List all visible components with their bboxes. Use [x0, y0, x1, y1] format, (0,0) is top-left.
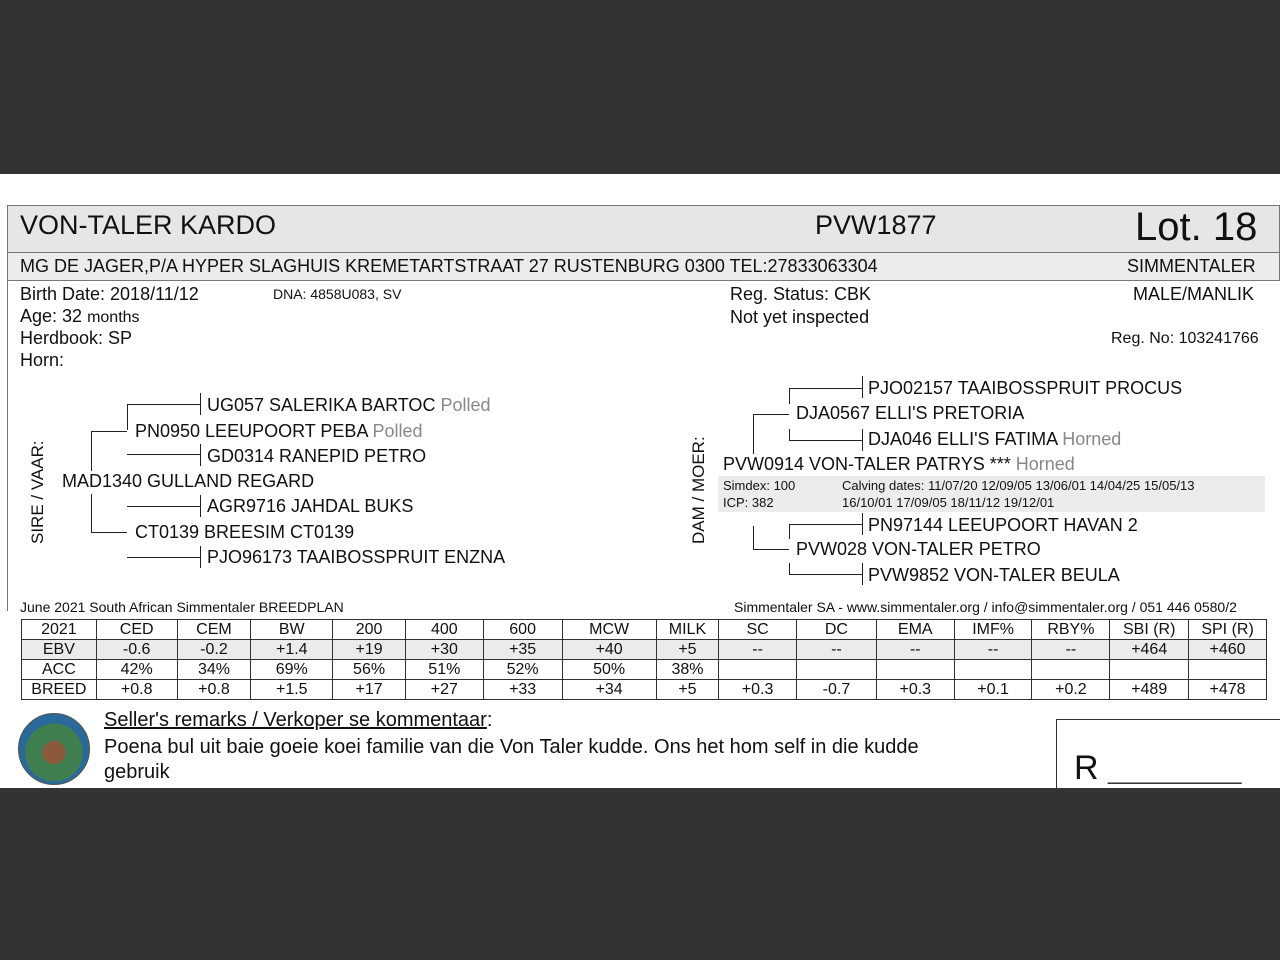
pedigree-line	[753, 414, 789, 415]
pedigree-line	[789, 388, 790, 404]
calving-dates: Calving dates: 11/07/20 12/09/05 13/06/01 14/04/25 15/05/13	[842, 478, 1195, 493]
ebv-cell: 69%	[251, 660, 333, 680]
pedigree-line	[789, 574, 862, 575]
dam-sire: DJA0567 ELLI'S PRETORIA	[796, 403, 1025, 423]
ebv-header-cell: BW	[251, 620, 333, 640]
ebv-cell: -0.7	[797, 680, 877, 700]
pedigree-line	[753, 414, 754, 454]
pedigree-line	[789, 388, 862, 389]
ebv-cell: +0.1	[954, 680, 1032, 700]
ebv-cell: +478	[1189, 680, 1267, 700]
ebv-row	[22, 680, 1267, 700]
pedigree-line	[91, 431, 92, 471]
ebv-cell: +35	[483, 640, 562, 660]
ebv-cell: 52%	[483, 660, 562, 680]
pedigree-line	[91, 494, 92, 533]
breedplan-contact: Simmentaler SA - www.simmentaler.org / info@simmentaler.org / 051 446 0580/2	[734, 599, 1237, 615]
dam: PVW0914 VON-TALER PATRYS *** Horned	[723, 454, 1075, 474]
ebv-cell: 42%	[96, 660, 177, 680]
dam-label: DAM / MOER:	[689, 436, 708, 544]
ebv-header-cell: 2021	[22, 620, 97, 640]
left-border	[7, 281, 8, 611]
pedigree-line	[200, 393, 201, 415]
ebv-header-cell: 200	[333, 620, 406, 640]
lot-number: Lot. 18	[1135, 205, 1258, 249]
ebv-header-cell: MILK	[656, 620, 718, 640]
ebv-header-cell: EMA	[876, 620, 954, 640]
ebv-cell	[1110, 660, 1189, 680]
ebv-cell: +0.3	[876, 680, 954, 700]
ebv-cell: EBV	[22, 640, 97, 660]
pedigree-line	[862, 513, 863, 535]
pedigree-line	[200, 546, 201, 568]
ebv-cell: +0.2	[1032, 680, 1110, 700]
ebv-cell: +0.8	[96, 680, 177, 700]
ebv-cell: --	[719, 640, 797, 660]
ebv-cell: ACC	[22, 660, 97, 680]
sire-sire: PN0950 LEEUPOORT PEBA Polled	[135, 421, 423, 441]
simdex: Simdex: 100	[723, 478, 796, 493]
remarks-title: Seller's remarks / Verkoper se kommentaar:	[104, 709, 493, 731]
dna-info: DNA: 4858U083, SV	[273, 286, 402, 302]
ebv-row	[22, 640, 1267, 660]
dam-dam: PVW028 VON-TALER PETRO	[796, 539, 1041, 559]
ebv-cell: +27	[405, 680, 483, 700]
pedigree-line	[862, 376, 863, 398]
ebv-header-row	[22, 620, 1267, 640]
ebv-cell	[1189, 660, 1267, 680]
ebv-header-cell: 600	[483, 620, 562, 640]
pedigree-line	[753, 526, 754, 550]
sire-dam-sire: AGR9716 JAHDAL BUKS	[207, 496, 414, 516]
ebv-cell	[797, 660, 877, 680]
pedigree-line	[127, 404, 200, 405]
ebv-header-cell: IMF%	[954, 620, 1032, 640]
ebv-cell	[876, 660, 954, 680]
sex: MALE/MANLIK	[1133, 284, 1255, 304]
ebv-table	[21, 619, 1267, 700]
ebv-cell: +464	[1110, 640, 1189, 660]
ebv-header-cell: DC	[797, 620, 877, 640]
ebv-header-cell: SC	[719, 620, 797, 640]
remarks-line-2: gebruik	[104, 761, 170, 783]
ebv-cell: +5	[656, 640, 718, 660]
ebv-cell: +40	[562, 640, 656, 660]
sire-label: SIRE / VAAR:	[28, 440, 47, 544]
ebv-header-cell: SPI (R)	[1189, 620, 1267, 640]
ebv-cell: +0.8	[177, 680, 251, 700]
ebv-cell: BREED	[22, 680, 97, 700]
sire: MAD1340 GULLAND REGARD	[62, 471, 315, 491]
breed-label: SIMMENTALER	[1127, 256, 1256, 276]
ebv-cell	[719, 660, 797, 680]
dam-dam-sire: PN97144 LEEUPOORT HAVAN 2	[868, 515, 1138, 535]
pedigree-line	[127, 404, 128, 430]
ebv-cell: 50%	[562, 660, 656, 680]
sire-sire-dam: GD0314 RANEPID PETRO	[207, 446, 427, 466]
dam-sire-sire: PJO02157 TAAIBOSSPRUIT PROCUS	[868, 378, 1183, 398]
pedigree-line	[753, 549, 789, 550]
ebv-cell: 34%	[177, 660, 251, 680]
pedigree-line	[200, 495, 201, 517]
ebv-cell: +17	[333, 680, 406, 700]
price-input-line[interactable]: __________	[1108, 758, 1242, 785]
sire-dam: CT0139 BREESIM CT0139	[135, 522, 355, 542]
pedigree-line	[789, 440, 862, 441]
ebv-header-cell: 400	[405, 620, 483, 640]
ebv-header-cell: MCW	[562, 620, 656, 640]
ebv-cell: +5	[656, 680, 718, 700]
lot-card	[0, 174, 1280, 788]
ebv-cell: +19	[333, 640, 406, 660]
pedigree-line	[862, 563, 863, 585]
ebv-cell: --	[876, 640, 954, 660]
ebv-header-cell: CEM	[177, 620, 251, 640]
ebv-cell: +30	[405, 640, 483, 660]
icp: ICP: 382	[723, 495, 774, 510]
price-prefix: R	[1074, 749, 1099, 787]
horn: Horn:	[20, 350, 65, 370]
sire-sire-sire: UG057 SALERIKA BARTOC Polled	[207, 395, 491, 415]
ebv-cell: +33	[483, 680, 562, 700]
remarks-line-1: Poena bul uit baie goeie koei familie van die Von Taler kudde. Ons het hom self in die kudde	[104, 736, 919, 758]
inspection-status: Not yet inspected	[730, 307, 870, 327]
ebv-cell: +489	[1110, 680, 1189, 700]
ebv-cell: +1.5	[251, 680, 333, 700]
breedplan-title: June 2021 South African Simmentaler BREEDPLAN	[20, 599, 344, 615]
ebv-cell: 38%	[656, 660, 718, 680]
calving-dates-cont: 16/10/01 17/09/05 18/11/12 19/12/01	[842, 495, 1055, 510]
pedigree-line	[789, 429, 790, 440]
ebv-cell: --	[1032, 640, 1110, 660]
animal-id: PVW1877	[815, 210, 937, 240]
pedigree-line	[127, 454, 200, 455]
ebv-header-cell: RBY%	[1032, 620, 1110, 640]
pedigree-line	[789, 524, 790, 539]
herdbook: Herdbook: SP	[20, 328, 133, 348]
birth-date: Birth Date: 2018/11/12	[20, 284, 199, 304]
ebv-cell: +0.3	[719, 680, 797, 700]
pedigree-line	[127, 557, 200, 558]
ebv-cell: 51%	[405, 660, 483, 680]
pedigree-line	[91, 532, 127, 533]
dam-dam-dam: PVW9852 VON-TALER BEULA	[868, 565, 1120, 585]
ebv-cell: 56%	[333, 660, 406, 680]
pedigree-line	[200, 444, 201, 466]
ebv-header-cell: SBI (R)	[1110, 620, 1189, 640]
reg-status: Reg. Status: CBK	[730, 284, 872, 304]
reg-number: Reg. No: 103241766	[1111, 330, 1259, 347]
ebv-cell: +460	[1189, 640, 1267, 660]
pedigree-line	[127, 506, 200, 507]
ebv-cell: --	[954, 640, 1032, 660]
ebv-cell	[954, 660, 1032, 680]
ebv-row	[22, 660, 1267, 680]
pedigree-line	[862, 429, 863, 451]
age: Age: 32 months	[20, 306, 140, 326]
sire-dam-dam: PJO96173 TAAIBOSSPRUIT ENZNA	[207, 547, 506, 567]
ebv-cell: -0.2	[177, 640, 251, 660]
ebv-cell	[1032, 660, 1110, 680]
dam-sire-dam: DJA046 ELLI'S FATIMA Horned	[868, 429, 1122, 449]
breed-society-logo	[18, 713, 90, 785]
ebv-cell: --	[797, 640, 877, 660]
animal-name: VON-TALER KARDO	[20, 210, 277, 240]
pedigree-line	[91, 431, 127, 432]
ebv-header-cell: CED	[96, 620, 177, 640]
ebv-cell: +1.4	[251, 640, 333, 660]
owner-address: MG DE JAGER,P/A HYPER SLAGHUIS KREMETARTSTRAAT 27 RUSTENBURG 0300 TEL:27833063304	[20, 256, 878, 276]
ebv-cell: -0.6	[96, 640, 177, 660]
pedigree-line	[789, 524, 862, 525]
ebv-cell: +34	[562, 680, 656, 700]
